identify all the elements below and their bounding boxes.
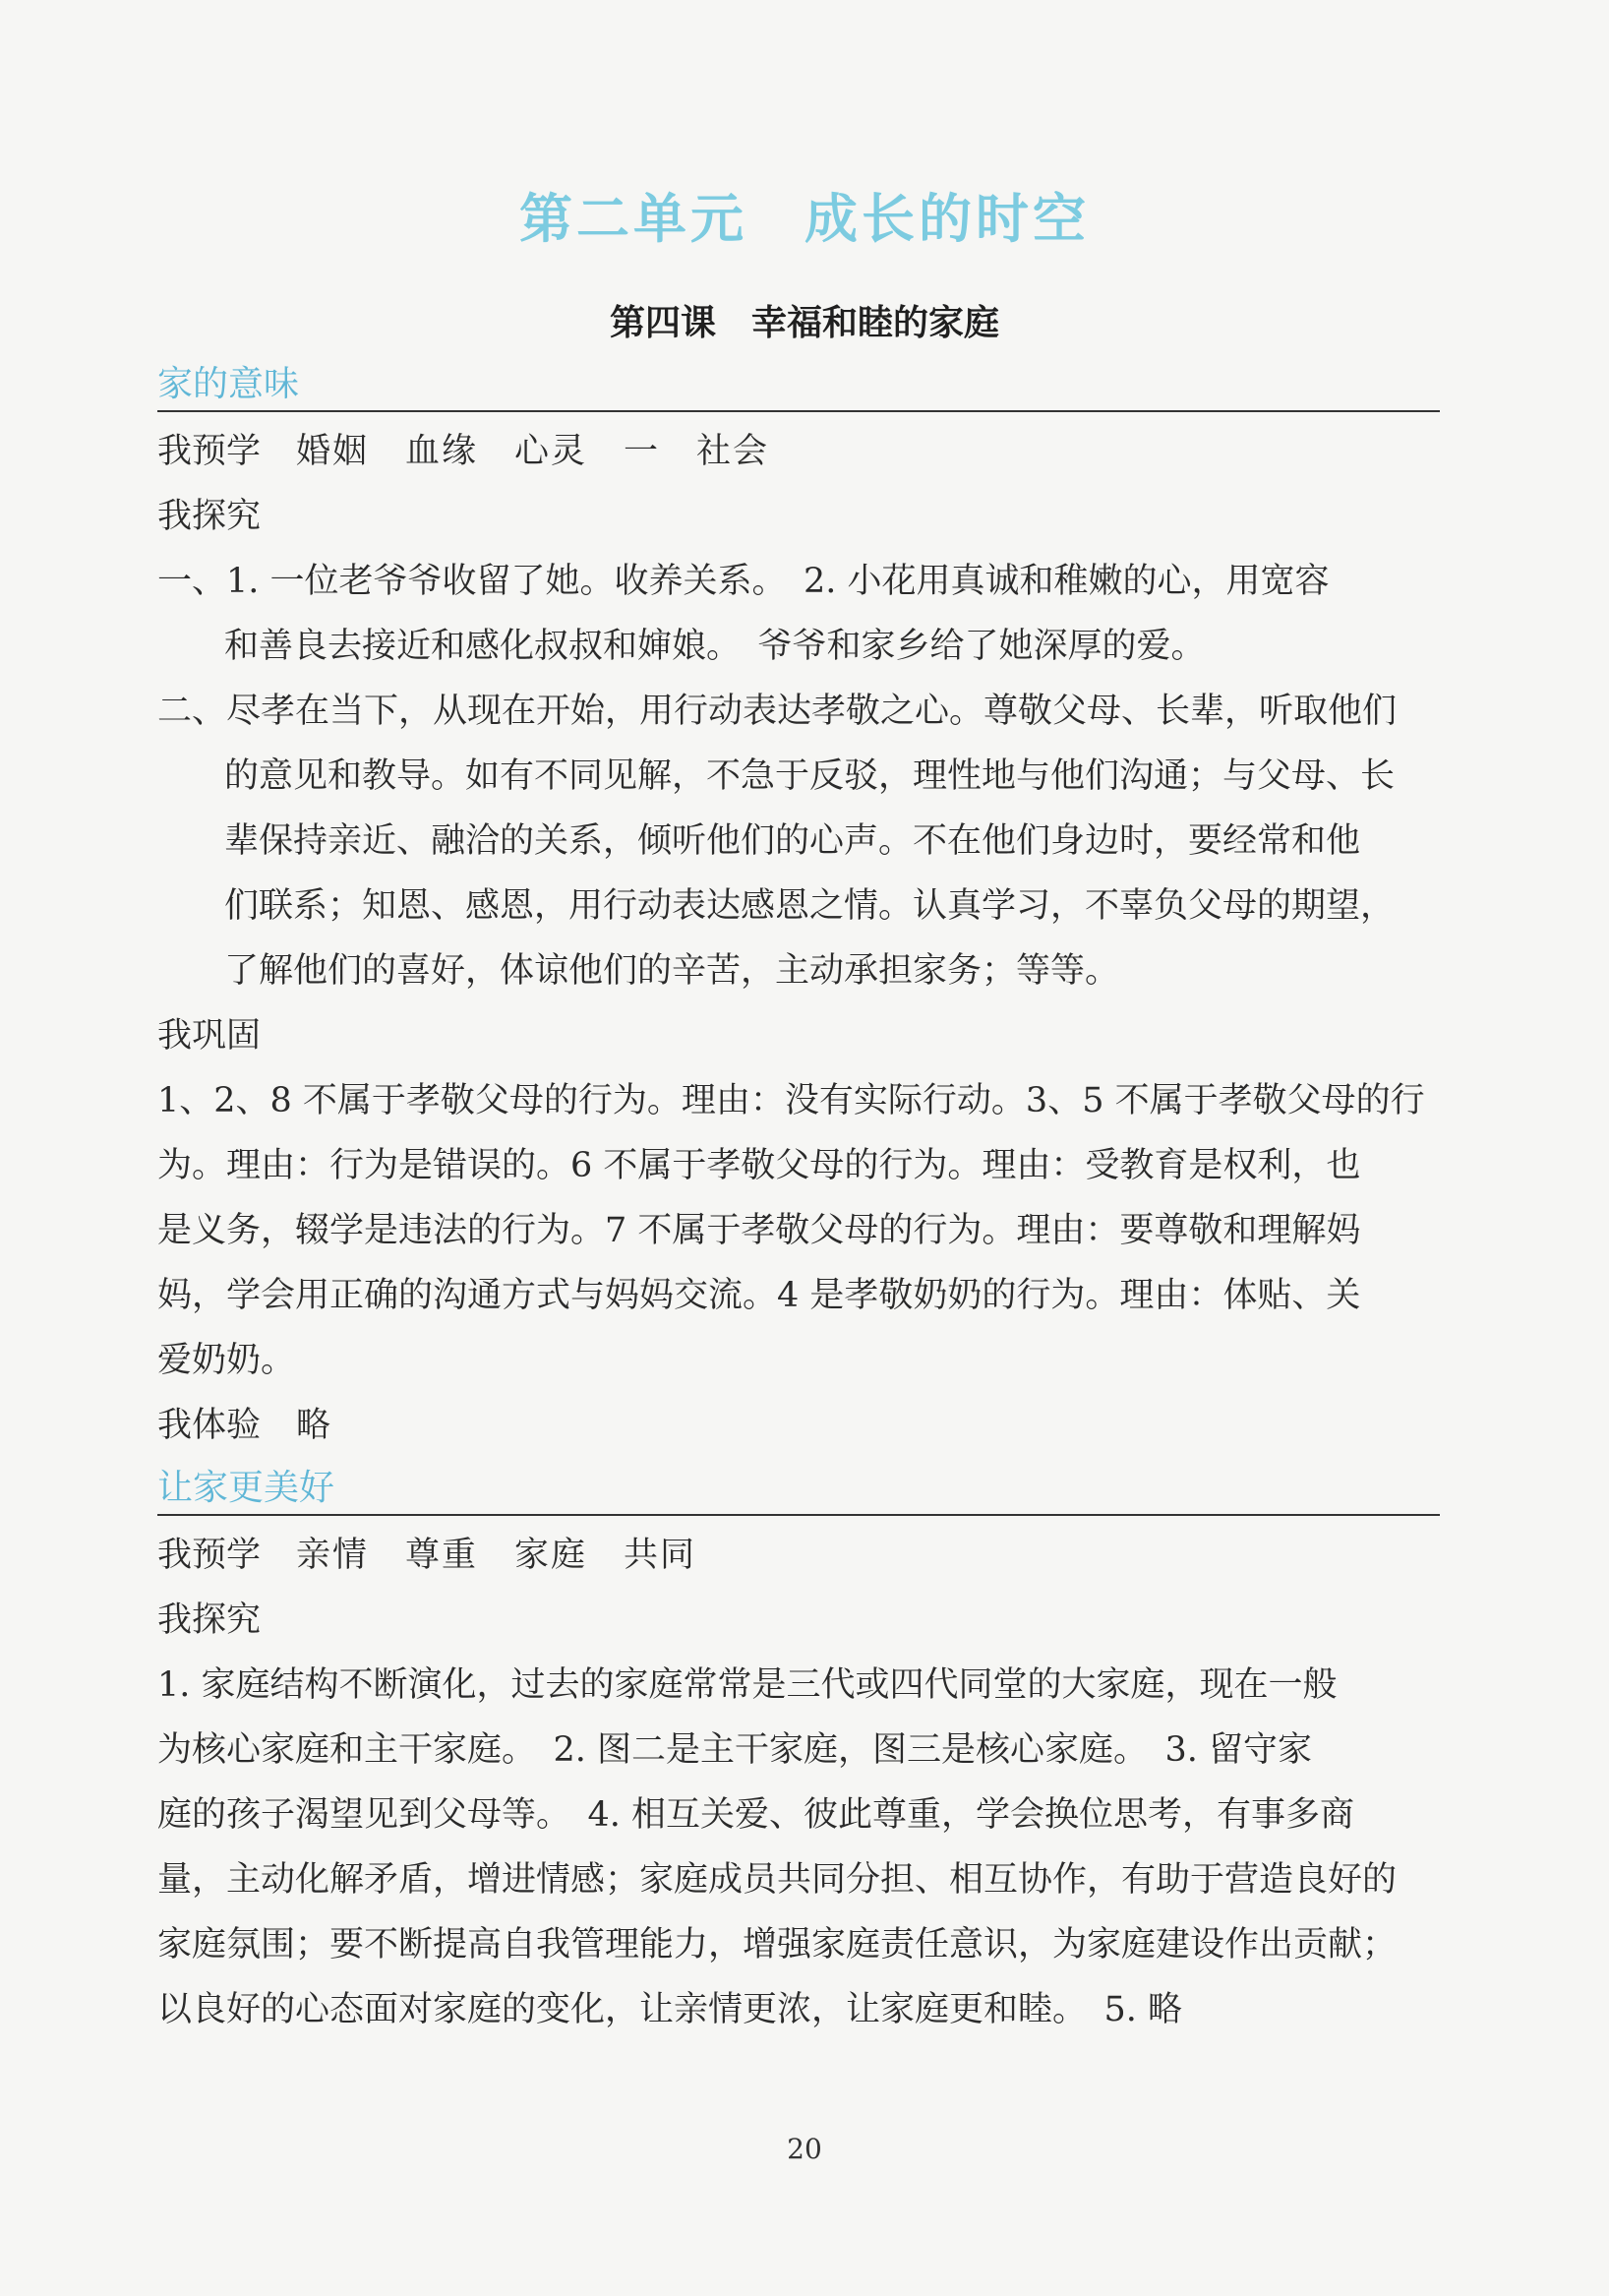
consolidate-line: 1、2、8 不属于孝敬父母的行为。理由：没有实际行动。3、5 不属于孝敬父母的行: [157, 1081, 1425, 1120]
explore-line: 们联系；知恩、感恩，用行动表达感恩之情。认真学习，不辜负父母的期望，: [224, 886, 1396, 926]
consolidate-line: 是义务，辍学是违法的行为。7 不属于孝敬父母的行为。理由：要尊敬和理解妈: [157, 1211, 1361, 1250]
explore-line: 和善良去接近和感化叔叔和婶娘。 爷爷和家乡给了她深厚的爱。: [224, 627, 1206, 666]
preview-answers: 亲情 尊重 家庭 共同: [296, 1536, 697, 1575]
experience-answer: 略: [296, 1406, 331, 1445]
preview-row-2: [157, 1523, 1440, 1588]
explore-line: 以良好的心态面对家庭的变化，让亲情更浓，让家庭更和睦。 5. 略: [157, 1990, 1183, 2029]
explore-line: 量，主动化解矛盾，增进情感；家庭成员共同分担、相互协作，有助于营造良好的: [157, 1860, 1398, 1900]
explore-line: 了解他们的喜好，体谅他们的辛苦，主动承担家务；等等。: [224, 951, 1120, 991]
section-heading-better-home: 让家更美好: [157, 1460, 1440, 1516]
experience-row: [157, 1393, 1440, 1458]
explore-label-1: 我探究: [157, 497, 262, 536]
consolidate-label: 我巩固: [157, 1016, 262, 1056]
explore-line: 庭的孩子渴望见到父母等。 4. 相互关爱、彼此尊重，学会换位思考，有事多商: [157, 1795, 1355, 1835]
explore-line: 家庭氛围；要不断提高自我管理能力，增强家庭责任意识，为家庭建设作出贡献；: [157, 1925, 1398, 1964]
preview-answers: 婚姻 血缘 心灵 一 社会: [296, 432, 770, 471]
unit-title: 第二单元 成长的时空: [519, 188, 1090, 250]
explore-line: 的意见和教导。如有不同见解，不急于反驳，理性地与他们沟通；与父母、长: [224, 756, 1396, 796]
explore-line: 辈保持亲近、融洽的关系，倾听他们的心声。不在他们身边时，要经常和他: [224, 821, 1361, 861]
explore-label-2: 我探究: [157, 1601, 262, 1640]
lesson-title: 第四课 幸福和睦的家庭: [609, 303, 999, 343]
preview-row-1: [157, 419, 1440, 484]
explore-line: 一、1. 一位老爷爷收留了她。收养关系。 2. 小花用真诚和稚嫩的心，用宽容: [157, 562, 1330, 601]
experience-label: 我体验: [157, 1406, 262, 1445]
explore-line: 为核心家庭和主干家庭。 2. 图二是主干家庭，图三是核心家庭。 3. 留守家: [157, 1730, 1313, 1770]
explore-line: 二、尽孝在当下，从现在开始，用行动表达孝敬之心。尊敬父母、长辈，听取他们: [157, 692, 1398, 731]
page-number: 20: [787, 2133, 822, 2165]
preview-label: 我预学: [157, 432, 262, 471]
preview-label: 我预学: [157, 1536, 262, 1575]
section-heading-home-meaning: 家的意味: [157, 356, 1440, 412]
consolidate-line: 爱奶奶。: [157, 1341, 296, 1380]
consolidate-line: 妈，学会用正确的沟通方式与妈妈交流。4 是孝敬奶奶的行为。理由：体贴、关: [157, 1276, 1361, 1315]
consolidate-line: 为。理由：行为是错误的。6 不属于孝敬父母的行为。理由：受教育是权利，也: [157, 1146, 1361, 1185]
explore-line: 1. 家庭结构不断演化，过去的家庭常常是三代或四代同堂的大家庭，现在一般: [157, 1665, 1338, 1705]
